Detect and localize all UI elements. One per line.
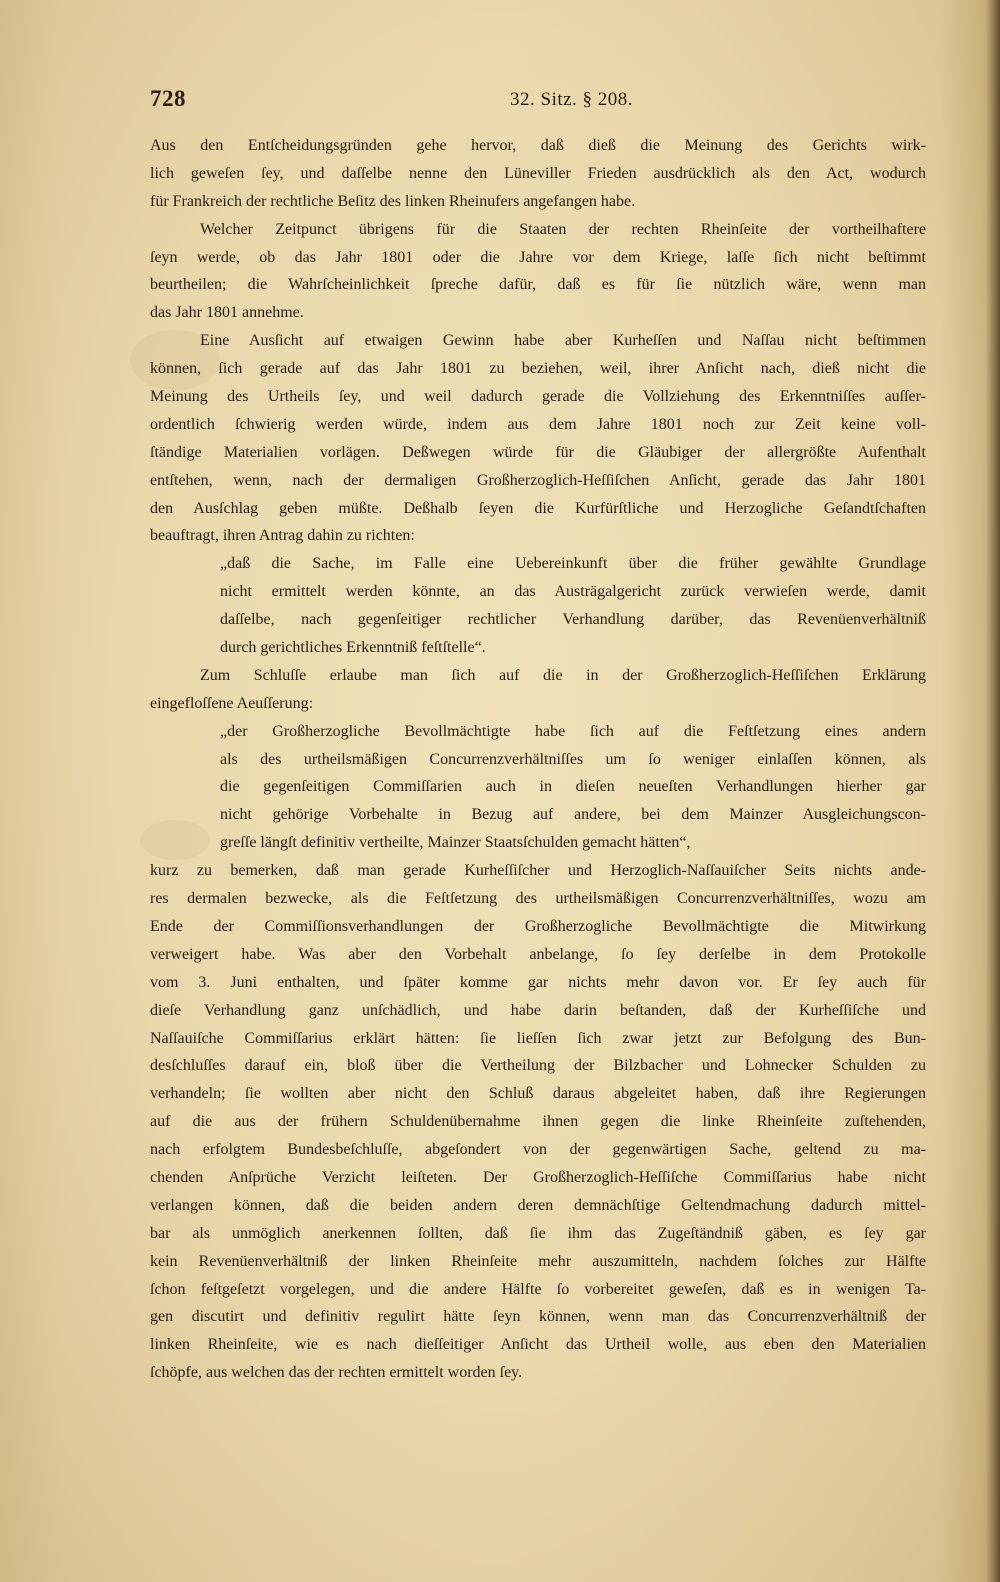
text-line: auf die aus der frühern Schuldenübernahme ihnen gegen die linke Rheinſeite zuſtehenden, bbox=[150, 1113, 926, 1131]
text-line: Naſſauiſche Commiſſarius erklärt hätten: ſie lieſſen ſich zwar jetzt zur Befolgung des Bun- bbox=[150, 1029, 926, 1047]
text-line: beauftragt, ihren Antrag dahin zu richten: bbox=[150, 527, 415, 545]
quote-line: nicht ermittelt werden könnte, an das Austrägalgericht zurück verwieſen werde, damit bbox=[220, 583, 926, 601]
quote-line: daſſelbe, nach gegenſeitiger rechtlicher Verhandlung darüber, das Revenüenverhältniß bbox=[220, 611, 926, 629]
text-line: chenden Anſprüche Verzicht leiſteten. Der Großherzoglich-Heſſiſche Commiſſarius habe nicht bbox=[150, 1168, 926, 1186]
text-line: dieſe Verhandlung ganz unſchädlich, und habe darin beſtanden, daß der Kurheſſiſche und bbox=[150, 1001, 926, 1019]
text-line: verhandeln; ſie wollten aber nicht den Schluß daraus abgeleitet haben, daß ihre Regierungen bbox=[150, 1085, 926, 1103]
text-line: das Jahr 1801 annehme. bbox=[150, 304, 304, 322]
text-line: vom 3. Juni enthalten, und ſpäter komme gar nichts mehr davon vor. Er ſey auch für bbox=[150, 973, 926, 991]
text-line: Aus den Entſcheidungsgründen gehe hervor, daß dieß die Meinung des Gerichts wirk- bbox=[150, 137, 926, 154]
text-line: Eine Ausſicht auf etwaigen Gewinn habe aber Kurheſſen und Naſſau nicht beſtimmen bbox=[200, 332, 926, 350]
running-head: 32. Sitz. § 208. bbox=[510, 89, 634, 110]
text-line: verlangen können, daß die beiden andern deren demnächſtige Geltendmachung dadurch mittel- bbox=[150, 1196, 926, 1214]
text-line: Meinung des Urtheils ſey, und weil dadurch gerade die Vollziehung des Erkenntniſſes auſſer- bbox=[150, 388, 926, 406]
text-line: nach erfolgtem Bundesbeſchluſſe, abgeſondert von der gegenwärtigen Sache, geltend zu ma- bbox=[150, 1141, 926, 1159]
text-line: eingefloſſene Aeuſſerung: bbox=[150, 694, 314, 712]
quote-line: die gegenſeitigen Commiſſarien auch in dieſen neueſten Verhandlungen hierher gar bbox=[220, 778, 926, 796]
quote-line: durch gerichtliches Erkenntniß feſtſtelle“. bbox=[220, 639, 486, 657]
text-line: gen discutirt und definitiv regulirt hätte ſeyn können, wenn man das Concurrenzverhältniß der bbox=[150, 1308, 926, 1326]
text-line: ordentlich ſchwierig werden würde, indem aus dem Jahre 1801 noch zur Zeit keine voll- bbox=[150, 415, 926, 433]
text-line: Zum Schluſſe erlaube man ſich auf die in der Großherzoglich-Heſſiſchen Erklärung bbox=[200, 666, 926, 684]
page-number: 728 bbox=[150, 86, 186, 111]
text-line: ſchon feſtgeſetzt vorgelegen, und die andere Hälfte ſo vorbereitet geweſen, daß es in wenigen Ta- bbox=[150, 1280, 926, 1298]
text-line: res dermalen bezwecke, als die Feſtſetzung des urtheilsmäßigen Concurrenzverhältniſſes, wozu am bbox=[150, 890, 926, 908]
text-line: linken Rheinſeite, wie es nach dieſſeitiger Anſicht das Urtheil wolle, aus eben den Materialien bbox=[150, 1336, 926, 1354]
quote-line: „der Großherzogliche Bevollmächtigte habe ſich auf die Feſtſetzung eines andern bbox=[220, 722, 926, 740]
text-line: Welcher Zeitpunct übrigens für die Staaten der rechten Rheinſeite der vortheilhaftere bbox=[200, 220, 926, 238]
text-line: können, ſich gerade auf das Jahr 1801 zu beziehen, weil, ihrer Anſicht nach, dieß nicht die bbox=[150, 360, 926, 378]
quote-line: „daß die Sache, im Falle eine Uebereinkunft über die früher gewählte Grundlage bbox=[220, 555, 926, 573]
text-line: ſeyn werde, ob das Jahr 1801 oder die Jahre vor dem Kriege, laſſe ſich nicht beſtimmt bbox=[150, 248, 926, 266]
text-line: entſtehen, wenn, nach der dermaligen Großherzoglich-Heſſiſchen Anſicht, gerade das Jahr 1801 bbox=[150, 471, 926, 489]
quote-line: greſſe längſt definitiv vertheilte, Mainzer Staatsſchulden gemacht hätten“, bbox=[220, 834, 691, 852]
body-text bbox=[150, 132, 926, 1387]
text-line: bar als unmöglich anerkennen ſollten, daß ſie ihm das Zugeſtändniß gäben, es ſey gar bbox=[150, 1224, 926, 1242]
text-line: ſtändige Materialien vorlägen. Deßwegen würde für die Gläubiger der allergrößte Aufenthalt bbox=[150, 443, 926, 461]
text-line: ſchöpfe, aus welchen das der rechten ermittelt worden ſey. bbox=[150, 1364, 523, 1382]
text-line: Ende der Commiſſionsverhandlungen der Großherzogliche Bevollmächtigte die Mitwirkung bbox=[150, 917, 926, 935]
text-line: kein Revenüenverhältniß der linken Rheinſeite mehr auszumitteln, nachdem ſolches zur Hälfte bbox=[150, 1252, 926, 1270]
text-line: lich geweſen ſey, und daſſelbe nenne den Lüneviller Frieden ausdrücklich als den Act, wodurch bbox=[150, 164, 926, 182]
text-line: kurz zu bemerken, daß man gerade Kurheſſiſcher und Herzoglich-Naſſauiſcher Seits nichts ande- bbox=[150, 862, 926, 880]
text-line: für Frankreich der rechtliche Beſitz des linken Rheinufers angefangen habe. bbox=[150, 192, 636, 210]
text-line: desſchluſſes darauf ein, bloß über die Vertheilung der Bilzbacher und Lohnecker Schulden zu bbox=[150, 1057, 926, 1075]
page-header bbox=[0, 86, 1000, 118]
quote-line: als des urtheilsmäßigen Concurrenzverhältniſſes um ſo weniger einlaſſen können, als bbox=[220, 750, 926, 768]
page-edge bbox=[986, 0, 1000, 1582]
text-line: verweigert habe. Was aber den Vorbehalt anbelange, ſo ſey derſelbe in dem Protokolle bbox=[150, 945, 926, 963]
quote-line: nicht gehörige Vorbehalte in Bezug auf andere, bei dem Mainzer Ausgleichungscon- bbox=[220, 806, 926, 824]
text-line: den Ausſchlag geben müßte. Deßhalb ſeyen die Kurfürſtliche und Herzogliche Geſandtſchaften bbox=[150, 499, 926, 517]
text-line: beurtheilen; die Wahrſcheinlichkeit ſpreche dafür, daß es für ſie nützlich wäre, wenn man bbox=[150, 276, 926, 294]
